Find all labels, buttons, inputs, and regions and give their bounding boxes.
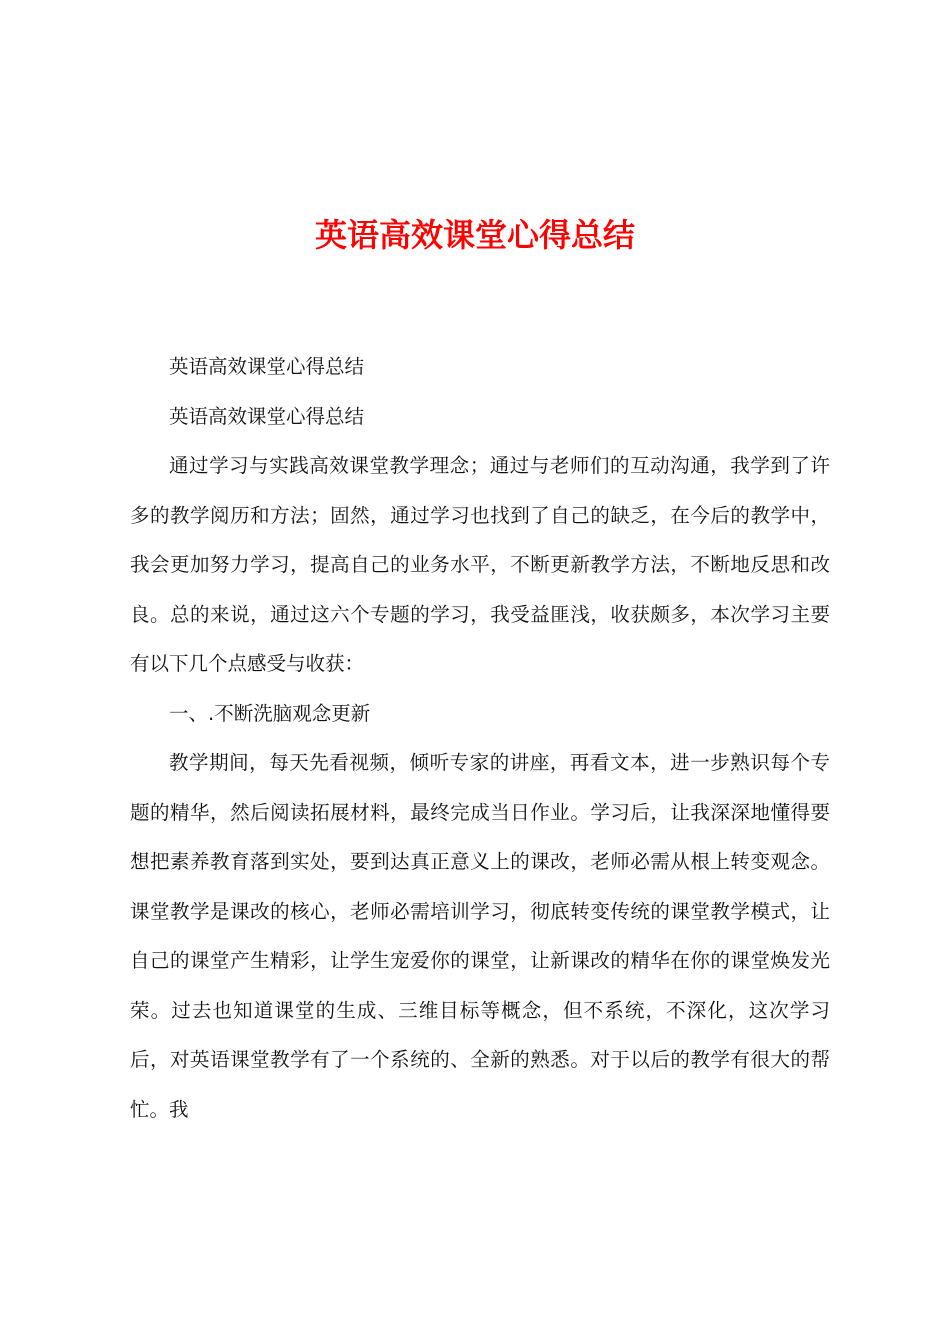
- paragraph-subtitle-1: 英语高效课堂心得总结: [169, 355, 365, 378]
- paragraph-intro: 通过学习与实践高效课堂教学理念；通过与老师们的互动沟通，我学到了许多的教学阅历和方法；固然，通过学习也找到了自己的缺乏，在今后的教学中，我会更加努力学习，提高自己的业务水平，不断更新教学方法，不断地反思和改良。总的来说，通过这六个专题的学习，我受益匪浅，收获颇多，本次学习主要有以下几个点感受与收获：: [130, 454, 830, 675]
- paragraph-section-1: 教学期间，每天先看视频，倾听专家的讲座，再看文本，进一步熟识每个专题的精华，然后阅读拓展材料，最终完成当日作业。学习后，让我深深地懂得要想把素养教育落到实处，要到达真正意义上的课改，老师必需从根上转变观念。课堂教学是课改的核心，老师必需培训学习，彻底转变传统的课堂教学模式，让自己的课堂产生精彩，让学生宠爱你的课堂，让新课改的精华在你的课堂焕发光荣。过去也知道课堂的生成、三维目标等概念，但不系统，不深化，这次学习后，对英语课堂教学有了一个系统的、全新的熟悉。对于以后的教学有很大的帮忙。我: [130, 751, 830, 1121]
- document-title: 英语高效课堂心得总结: [314, 216, 635, 254]
- paragraph-subtitle-2: 英语高效课堂心得总结: [169, 404, 365, 428]
- section-heading-1: 一、.不断洗脑观念更新: [169, 701, 371, 725]
- document-body: [130, 342, 830, 1134]
